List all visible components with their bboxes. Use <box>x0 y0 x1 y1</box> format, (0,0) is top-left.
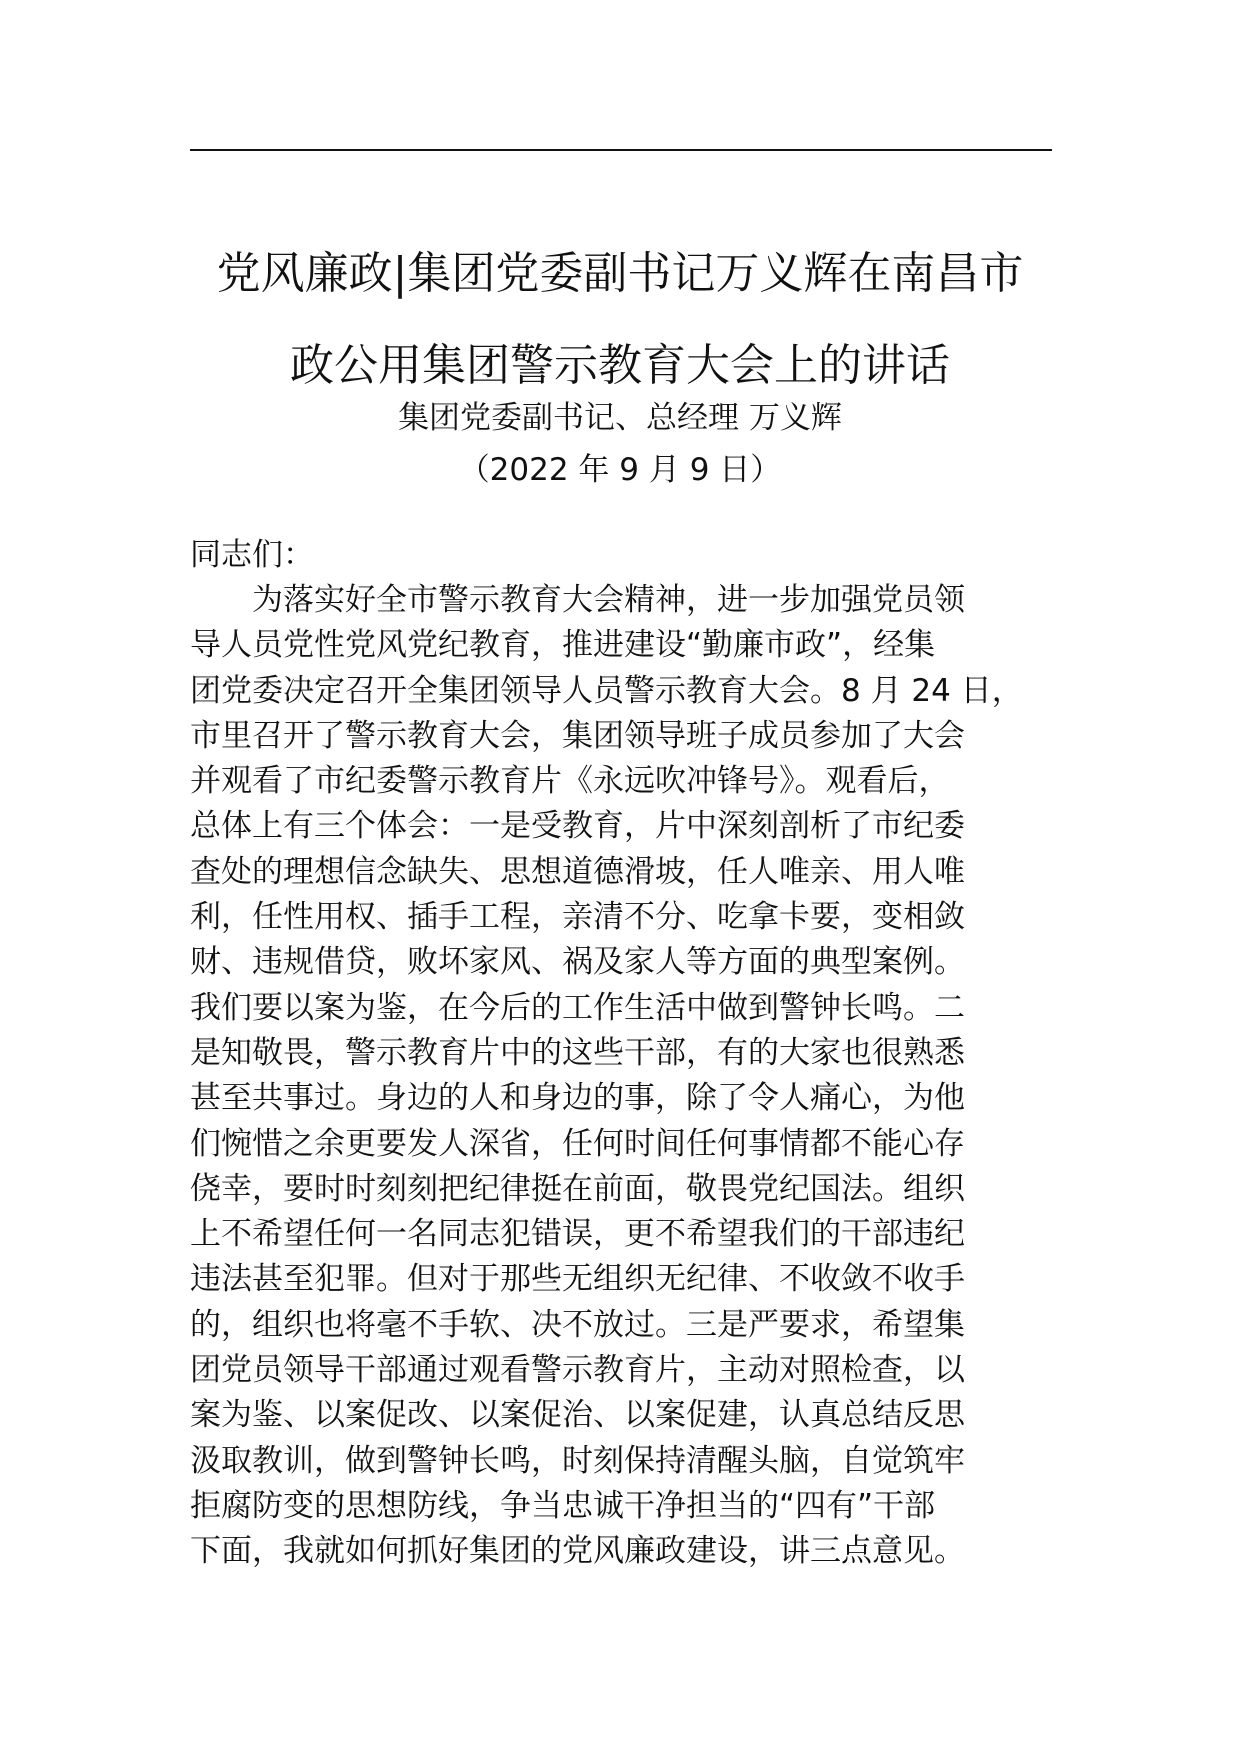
body-line: 并观看了市纪委警示教育片《永远吹冲锋号》。观看后， <box>190 763 950 800</box>
body-line: 团党员领导干部通过观看警示教育片，主动对照检查，以 <box>190 1352 965 1389</box>
body-line: 侥幸，要时时刻刻把纪律挺在前面，敬畏党纪国法。组织 <box>190 1170 965 1207</box>
body-line: 查处的理想信念缺失、思想道德滑坡，任人唯亲、用人唯 <box>190 853 965 890</box>
body-line: 我们要以案为鉴，在今后的工作生活中做到警钟长鸣。二 <box>190 989 965 1026</box>
header-rule <box>190 149 1052 151</box>
body-line: 利，任性用权、插手工程，亲清不分、吃拿卡要，变相敛 <box>190 899 965 936</box>
body-line: 拒腐防变的思想防线，争当忠诚干净担当的“四有”干部 <box>190 1487 936 1524</box>
body-line: 导人员党性党风党纪教育，推进建设“勤廉市政”，经集 <box>190 627 936 664</box>
body-line: 团党委决定召开全集团领导人员警示教育大会。8 月 24 日， <box>190 672 1023 709</box>
body-line: 是知敬畏，警示教育片中的这些干部，有的大家也很熟悉 <box>190 1034 965 1071</box>
body-line: 市里召开了警示教育大会，集团领导班子成员参加了大会 <box>190 717 965 754</box>
body-line: 上不希望任何一名同志犯错误，更不希望我们的干部违纪 <box>190 1216 965 1253</box>
document-title <box>150 228 1090 412</box>
body-line: 总体上有三个体会：一是受教育，片中深刻剖析了市纪委 <box>190 808 965 845</box>
body-line: 下面，我就如何抓好集团的党风廉政建设，讲三点意见。 <box>190 1533 965 1570</box>
author-line: 集团党委副书记、总经理 万义辉 <box>398 400 842 436</box>
body-line: 的，组织也将毫不手软、决不放过。三是严要求，希望集 <box>190 1306 965 1343</box>
title-line: 党风廉政|集团党委副书记万义辉在南昌市 <box>216 248 1024 299</box>
date-line: （2022 年 9 月 9 日） <box>458 452 782 488</box>
body-line: 甚至共事过。身边的人和身边的事，除了令人痛心，为他 <box>190 1080 965 1117</box>
body-line: 为落实好全市警示教育大会精神，进一步加强党员领 <box>190 582 965 618</box>
body-text <box>190 578 1090 1575</box>
body-line: 财、违规借贷，败坏家风、祸及家人等方面的典型案例。 <box>190 944 965 981</box>
body-line: 汲取教训，做到警钟长鸣，时刻保持清醒头脑，自觉筑牢 <box>190 1442 965 1479</box>
body-line: 违法甚至犯罪。但对于那些无组织无纪律、不收敛不收手 <box>190 1261 965 1298</box>
body-line: 们惋惜之余更要发人深省，任何时间任何事情都不能心存 <box>190 1125 965 1162</box>
salutation: 同志们： <box>190 537 314 573</box>
title-line: 政公用集团警示教育大会上的讲话 <box>290 340 950 391</box>
body-line: 案为鉴、以案促改、以案促治、以案促建，认真总结反思 <box>190 1397 965 1434</box>
